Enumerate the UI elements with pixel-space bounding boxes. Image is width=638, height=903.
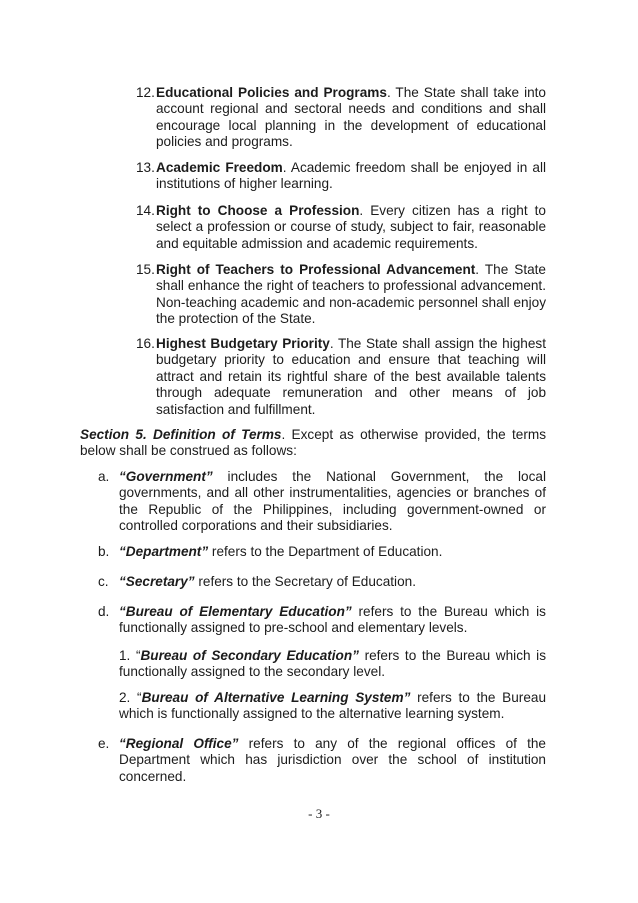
definition-letter: d. bbox=[98, 604, 110, 619]
definition-item-e bbox=[98, 736, 546, 785]
sub-definition-term: Bureau of Alternative Learning System” bbox=[141, 690, 411, 705]
definition-text: refers to the Department of Education. bbox=[208, 544, 443, 559]
definition-item-a bbox=[98, 469, 546, 535]
definition-term: “Secretary” bbox=[119, 574, 195, 589]
policy-item-15 bbox=[136, 262, 546, 328]
sub-definition-text: refers to the Bureau which is functionally assigned to the secondary level. bbox=[119, 648, 546, 680]
definition-text: refers to the Bureau which is functionally assigned to pre-school and elementary levels. bbox=[119, 604, 546, 636]
sub-definition-term: Bureau of Secondary Education” bbox=[140, 648, 359, 663]
definition-term: “Government” bbox=[119, 469, 213, 484]
definition-text: includes the National Government, the local governments, and all other instrumentalities, agencies or branches of the Republic of the Philippines, including government-owned or controlled corporations and their subsidiaries. bbox=[119, 469, 546, 534]
policy-number: 14. bbox=[136, 203, 155, 218]
definition-term: “Bureau of Elementary Education” bbox=[119, 604, 352, 619]
definition-term: “Department” bbox=[119, 544, 209, 559]
definition-item-b bbox=[98, 544, 546, 560]
policy-text: . The State shall assign the highest budgetary priority to education and ensure that teaching will attract and retain its rightful share of the best available talents through adequate remuneration and other means of job satisfaction and fulfillment. bbox=[156, 336, 546, 417]
policy-item-16 bbox=[136, 336, 546, 418]
policy-item-12 bbox=[136, 85, 546, 151]
definition-term: “Regional Office” bbox=[119, 736, 239, 751]
policy-title: Right to Choose a Profession bbox=[156, 203, 360, 218]
definition-text: refers to the Secretary of Education. bbox=[194, 574, 416, 589]
policy-number: 12. bbox=[136, 85, 155, 100]
policy-title: Educational Policies and Programs bbox=[156, 85, 387, 100]
definition-text: refers to any of the regional offices of the Department which has jurisdiction over the school of institution concerned. bbox=[119, 736, 546, 784]
sub-definition-item-2 bbox=[119, 690, 546, 723]
section-heading: Section 5. Definition of Terms bbox=[80, 427, 282, 442]
policy-item-13 bbox=[136, 160, 546, 193]
definition-letter: e. bbox=[98, 736, 110, 751]
sub-definition-number: 1. “ bbox=[119, 648, 141, 663]
definition-letter: a. bbox=[98, 469, 110, 484]
section-heading-block bbox=[80, 427, 546, 460]
definition-letter: c. bbox=[98, 574, 109, 589]
policy-title: Right of Teachers to Professional Advancement bbox=[156, 262, 476, 277]
policy-number: 16. bbox=[136, 336, 155, 351]
policy-item-14 bbox=[136, 203, 546, 252]
page-number: - 3 - bbox=[308, 806, 330, 821]
sub-definition-number: 2. “ bbox=[119, 690, 142, 705]
section-intro: . Except as otherwise provided, the terms below shall be construed as follows: bbox=[80, 427, 546, 459]
definition-letter: b. bbox=[98, 544, 110, 559]
policy-text: . The State shall enhance the right of teachers to professional advancement. Non-teaching academic and non-academic personnel shall enjoy the protection of the State. bbox=[156, 262, 546, 327]
policy-text: . The State shall take into account regional and sectoral needs and conditions and shall encourage local planning in the development of educational policies and programs. bbox=[156, 85, 546, 150]
policy-title: Highest Budgetary Priority bbox=[156, 336, 330, 351]
definition-item-c bbox=[98, 574, 546, 590]
policy-number: 15. bbox=[136, 262, 155, 277]
policy-text: . Every citizen has a right to select a profession or course of study, subject to fair, reasonable and equitable admission and academic requirements. bbox=[156, 203, 546, 251]
sub-definition-text: refers to the Bureau which is functionally assigned to the alternative learning system. bbox=[119, 690, 546, 722]
sub-definition-item-1 bbox=[119, 648, 546, 681]
policy-number: 13. bbox=[136, 160, 155, 175]
policy-text: . Academic freedom shall be enjoyed in all institutions of higher learning. bbox=[156, 160, 546, 192]
policy-title: Academic Freedom bbox=[156, 160, 283, 175]
definition-item-d bbox=[98, 604, 546, 637]
